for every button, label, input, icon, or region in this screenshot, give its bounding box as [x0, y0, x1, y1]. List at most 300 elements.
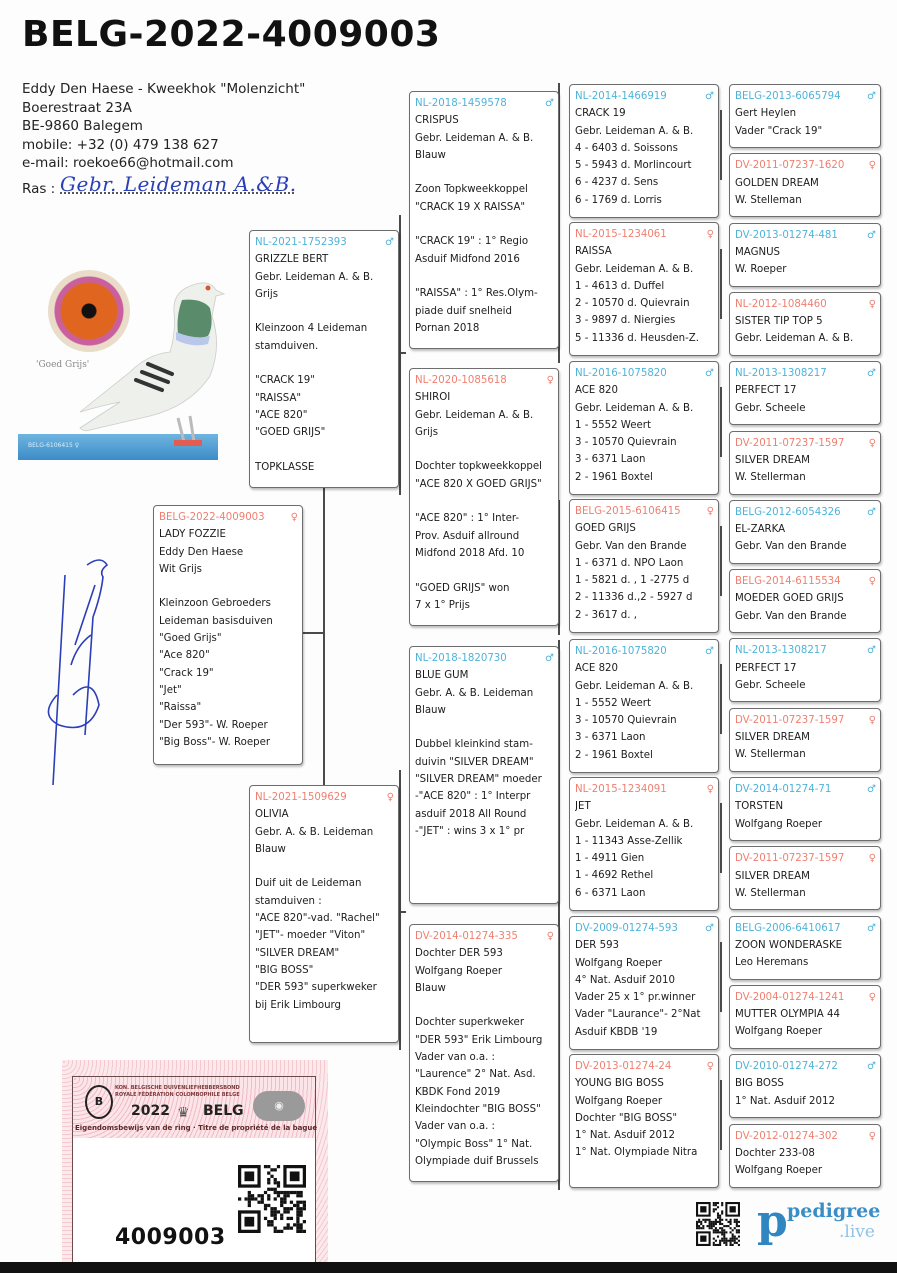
card-line: "Raissa": [159, 702, 202, 714]
ring-number: [575, 503, 714, 520]
pigeon-name: Gert Heylen: [735, 108, 797, 120]
card-line: [415, 493, 554, 510]
card-line: Gebr. Leideman A. & B.: [255, 271, 374, 283]
card-great-grandparent[interactable]: [569, 84, 719, 218]
ring-id: NL-2016-1075820: [575, 368, 667, 379]
card-line: Gebr. Leideman A. & B.: [575, 402, 694, 414]
pigeon-name: MOEDER GOED GRIJS: [735, 593, 844, 605]
card-line: "Jet": [159, 684, 182, 696]
pigeon-name: YOUNG BIG BOSS: [575, 1078, 664, 1090]
card-great-grandparent[interactable]: [569, 639, 719, 773]
pigeon-name: ACE 820: [575, 385, 619, 397]
female-icon: ♀: [706, 784, 714, 795]
card-line: Blauw: [415, 982, 446, 994]
federation-logo-icon: ◉: [253, 1091, 305, 1121]
ring-number: [735, 157, 876, 174]
card-line: 1 - 5821 d. , 1 -2775 d: [575, 575, 690, 587]
card-line: Wolfgang Roeper: [575, 957, 663, 969]
male-icon: ♂: [867, 229, 876, 241]
card-line: "GOED GRIJS" won: [415, 582, 510, 594]
card-line: "BIG BOSS": [255, 964, 314, 976]
card-great-great-grandparent[interactable]: [729, 153, 881, 217]
ring-number: [575, 781, 714, 798]
connector-line: [720, 942, 722, 1012]
card-subject[interactable]: [153, 505, 303, 765]
card-line: Kleinzoon 4 Leideman: [255, 323, 368, 335]
card-line: Wolfgang Roeper: [735, 1026, 823, 1038]
ring-number: [575, 88, 714, 105]
card-line: 1° Nat. Asduif 2012: [575, 1130, 675, 1142]
card-great-grandparent[interactable]: [569, 916, 719, 1050]
pigeon-name: PERFECT 17: [735, 385, 797, 397]
card-great-great-grandparent[interactable]: [729, 361, 881, 425]
federation-name-nl: KON. BELGISCHE DUIVENLIEFHEBBERSBOND: [115, 1085, 240, 1091]
ring-country: BELG: [203, 1103, 244, 1119]
card-line: piade duif snelheid: [415, 305, 512, 317]
card-line: [415, 441, 554, 458]
card-line: "CRACK 19" : 1° Regio: [415, 236, 529, 248]
female-icon: ♀: [706, 1061, 714, 1072]
ring-number: [255, 789, 394, 806]
card-great-great-grandparent[interactable]: [729, 500, 881, 564]
male-icon: ♂: [705, 368, 714, 379]
card-line: "ACE 820 X GOED GRIJS": [415, 478, 542, 490]
card-line: Midfond 2018 Afd. 10: [415, 547, 525, 559]
pigeon-photo: [18, 242, 234, 462]
card-line: 5 - 11336 d. Heusden-Z.: [575, 332, 700, 344]
federation-emblem-icon: B: [85, 1085, 113, 1119]
card-great-great-grandparent[interactable]: [729, 569, 881, 633]
female-icon: ♀: [868, 714, 876, 726]
card-great-great-grandparent[interactable]: [729, 1124, 881, 1188]
pigeon-name: LADY FOZZIE: [159, 529, 226, 541]
page-title: BELG-2022-4009003: [22, 14, 441, 55]
card-line: Pornan 2018: [415, 322, 480, 334]
card-line: 1 - 5552 Weert: [575, 419, 651, 431]
card-line: 1° Nat. Olympiade Nitra: [575, 1147, 698, 1159]
card-line: Gebr. A. & B. Leideman: [415, 687, 534, 699]
card-line: "JET"- moeder "Viton": [255, 930, 366, 942]
ring-number: [159, 509, 298, 526]
card-line: KBDK Fond 2019: [415, 1086, 501, 1098]
pigeon-name: DER 593: [575, 940, 620, 952]
card-line: Zoon Topkweekkoppel: [415, 184, 528, 196]
card-line: TOPKLASSE: [255, 461, 315, 473]
ring-number: [735, 573, 876, 590]
ring-id: DV-2011-07237-1597: [735, 437, 845, 449]
ring-number: [575, 1058, 714, 1075]
card-line: [415, 719, 554, 736]
bottom-bar: [0, 1262, 897, 1273]
pigeon-name: CRACK 19: [575, 108, 626, 120]
female-icon: ♀: [868, 298, 876, 310]
owner-street: Boerestraat 23A: [22, 99, 132, 116]
ring-number: [735, 642, 876, 659]
ring-number: [735, 712, 876, 729]
card-line: 6 - 6371 Laon: [575, 887, 646, 899]
card-line: 7 x 1° Prijs: [415, 599, 470, 611]
connector-line: [399, 770, 401, 1050]
card-line: Kleinzoon Gebroeders: [159, 598, 271, 610]
female-icon: ♀: [868, 991, 876, 1003]
card-line: 1 - 5552 Weert: [575, 697, 651, 709]
card-line: Gebr. Leideman A. & B.: [575, 818, 694, 830]
card-line: Olympiade duif Brussels: [415, 1155, 539, 1167]
card-great-great-grandparent[interactable]: [729, 846, 881, 910]
card-line: 3 - 10570 Quievrain: [575, 437, 677, 449]
ring-id: NL-2014-1466919: [575, 91, 667, 102]
card-line: -"JET" : wins 3 x 1° pr: [415, 825, 525, 837]
card-line: Blauw: [415, 704, 446, 716]
ring-number: [735, 365, 876, 382]
card-line: 2 - 1961 Boxtel: [575, 749, 653, 761]
male-icon: ♂: [867, 922, 876, 934]
connector-line: [323, 487, 325, 787]
ring-id: NL-2012-1084460: [735, 298, 827, 310]
card-line: 2 - 10570 d. Quievrain: [575, 298, 690, 310]
ring-id: NL-2016-1075820: [575, 646, 667, 657]
male-icon: ♂: [867, 506, 876, 518]
female-icon: ♀: [868, 576, 876, 588]
card-line: "DER 593" superkweker: [255, 982, 377, 994]
ring-id: NL-2015-1234061: [575, 229, 667, 240]
ring-id: DV-2013-01274-481: [735, 229, 838, 241]
female-icon: ♀: [386, 792, 394, 803]
male-icon: ♂: [867, 368, 876, 380]
card-line: -"ACE 820" : 1° Interpr: [415, 791, 531, 803]
card-great-grandparent[interactable]: [569, 222, 719, 356]
card-line: Leideman basisduiven: [159, 615, 273, 627]
female-icon: ♀: [868, 437, 876, 449]
card-line: Gebr. Scheele: [735, 402, 806, 414]
card-line: Vader 25 x 1° pr.winner: [575, 992, 696, 1004]
pigeon-name: MUTTER OLYMPIA 44: [735, 1009, 840, 1021]
card-line: Gebr. Leideman A. & B.: [415, 409, 534, 421]
card-line: 3 - 9897 d. Niergies: [575, 315, 676, 327]
ring-id: NL-2021-1509629: [255, 792, 347, 803]
connector-line: [720, 249, 722, 319]
male-icon: ♂: [545, 98, 554, 109]
ring-id: DV-2012-01274-302: [735, 1130, 838, 1142]
owner-mobile: mobile: +32 (0) 479 138 627: [22, 136, 219, 153]
card-great-grandparent[interactable]: [569, 777, 719, 911]
card-line: [159, 578, 298, 595]
card-line: Gebr. Leideman A. & B.: [575, 680, 694, 692]
ring-number: [735, 88, 876, 105]
card-great-great-grandparent[interactable]: [729, 431, 881, 495]
female-icon: ♀: [706, 506, 714, 517]
connector-line: [720, 664, 722, 734]
ring-number: [415, 372, 554, 389]
card-line: Gebr. Scheele: [735, 679, 806, 691]
card-line: [415, 997, 554, 1014]
card-line: Grijs: [255, 288, 279, 300]
card-line: W. Stellerman: [735, 887, 806, 899]
card-line: "DER 593" Erik Limbourg: [415, 1034, 543, 1046]
card-line: W. Stellerman: [735, 749, 806, 761]
ring-card-inner: [72, 1076, 316, 1264]
ring-id: NL-2018-1459578: [415, 98, 507, 109]
qr-code-icon[interactable]: [238, 1165, 306, 1233]
card-line: Grijs: [415, 426, 439, 438]
card-line: 1 - 4911 Gien: [575, 853, 645, 865]
card-line: Wolfgang Roeper: [735, 818, 823, 830]
female-icon: ♀: [546, 931, 554, 942]
ring-card-header: [73, 1077, 318, 1138]
pigeon-name: GOLDEN DREAM: [735, 177, 819, 189]
card-line: 4° Nat. Asduif 2010: [575, 974, 675, 986]
eye-label: 'Goed Grijs': [36, 360, 90, 370]
card-line: 3 - 10570 Quievrain: [575, 715, 677, 727]
ring-id: DV-2011-07237-1597: [735, 714, 845, 726]
card-great-great-grandparent[interactable]: [729, 916, 881, 980]
card-line: Asduif KBDB '19: [575, 1026, 658, 1038]
pigeon-name: ZOON WONDERASKE: [735, 939, 843, 951]
card-line: Eddy Den Haese: [159, 546, 244, 558]
ring-id: DV-2013-01274-24: [575, 1061, 672, 1072]
pigeon-name: TORSTEN: [735, 801, 784, 813]
ring-number: [735, 920, 876, 937]
signature-icon: [35, 545, 115, 790]
card-line: Gebr. Van den Brande: [735, 541, 847, 553]
card-line: Wolfgang Roeper: [415, 965, 503, 977]
ring-id: BELG-2014-6115534: [735, 576, 841, 588]
pigeon-name: SILVER DREAM: [735, 870, 810, 882]
pigeon-name: SILVER DREAM: [735, 731, 810, 743]
ring-id: BELG-2013-6065794: [735, 91, 841, 102]
card-line: "CRACK 19": [255, 375, 315, 387]
card-line: Gebr. Leideman A. & B.: [575, 125, 694, 137]
ring-id: DV-2011-07237-1620: [735, 160, 845, 172]
ring-ownership-card: [62, 1060, 328, 1262]
female-icon: ♀: [546, 375, 554, 386]
card-great-great-grandparent[interactable]: [729, 223, 881, 287]
female-icon: ♀: [706, 229, 714, 240]
owner-info: [22, 80, 305, 173]
ring-number: [735, 1058, 876, 1075]
pigeon-name: EL-ZARKA: [735, 524, 786, 536]
card-line: W. Roeper: [735, 264, 787, 276]
ring-year: 2022: [131, 1103, 170, 1119]
card-great-grandparent[interactable]: [569, 499, 719, 633]
male-icon: ♂: [705, 91, 714, 102]
card-line: [415, 216, 554, 233]
female-icon: ♀: [290, 512, 298, 523]
connector-line: [302, 632, 324, 634]
card-grandparent[interactable]: [409, 368, 559, 626]
card-line: Dochter superkweker: [415, 1017, 525, 1029]
card-line: 2 - 1961 Boxtel: [575, 471, 653, 483]
federation-name-fr: ROYALE FÉDÉRATION COLOMBOPHILE BELGE: [115, 1092, 240, 1098]
card-line: "Der 593"- W. Roeper: [159, 719, 268, 731]
ring-id: BELG-2022-4009003: [159, 512, 265, 523]
ring-card-subtitle: Eigendomsbewijs van de ring · Titre de propriété de la bague: [75, 1124, 318, 1132]
ring-number: [255, 234, 394, 251]
pigeon-silhouette-icon: [78, 272, 228, 452]
ring-number: [575, 226, 714, 243]
card-mother[interactable]: [249, 785, 399, 1043]
ring-number: [735, 504, 876, 521]
pigeon-name: GRIZZLE BERT: [255, 254, 329, 266]
pigeon-name: OLIVIA: [255, 809, 289, 821]
card-line: Vader "Crack 19": [735, 125, 823, 137]
ring-id: DV-2004-01274-1241: [735, 991, 845, 1003]
connector-line: [720, 526, 722, 596]
card-line: [255, 858, 394, 875]
card-line: Wolfgang Roeper: [575, 1095, 663, 1107]
ring-number: [735, 227, 876, 244]
card-line: "SILVER DREAM" moeder: [415, 774, 542, 786]
card-line: Blauw: [415, 149, 446, 161]
card-father[interactable]: [249, 230, 399, 488]
pigeon-name: GOED GRIJS: [575, 523, 636, 535]
card-line: Dochter "BIG BOSS": [575, 1112, 678, 1124]
card-line: Dochter topkweekkoppel: [415, 461, 542, 473]
ring-id: NL-2020-1085618: [415, 375, 507, 386]
card-great-great-grandparent[interactable]: [729, 84, 881, 148]
ring-id: BELG-2015-6106415: [575, 506, 681, 517]
card-line: W. Stellerman: [735, 472, 806, 484]
card-line: Gebr. Leideman A. & B.: [415, 132, 534, 144]
ring-number: [415, 95, 554, 112]
card-line: "SILVER DREAM": [255, 947, 340, 959]
card-grandparent[interactable]: [409, 91, 559, 349]
pigeon-name: BLUE GUM: [415, 670, 469, 682]
owner-email[interactable]: e-mail: roekoe66@hotmail.com: [22, 155, 234, 171]
ring-number: [575, 920, 714, 937]
card-great-great-grandparent[interactable]: [729, 292, 881, 356]
ras-handwritten-value: Gebr. Leideman A.&B.: [60, 172, 297, 196]
connector-line: [720, 387, 722, 457]
card-line: "CRACK 19 X RAISSA": [415, 201, 526, 213]
male-icon: ♂: [867, 1061, 876, 1073]
card-line: "GOED GRIJS": [255, 427, 326, 439]
brand-tld: .live: [839, 1222, 875, 1242]
male-icon: ♂: [545, 653, 554, 664]
card-line: W. Stelleman: [735, 194, 802, 206]
card-great-grandparent[interactable]: [569, 1054, 719, 1188]
qr-code-small-icon[interactable]: [696, 1202, 740, 1246]
card-line: Blauw: [255, 843, 286, 855]
card-line: "Crack 19": [159, 667, 214, 679]
card-line: Kleindochter "BIG BOSS": [415, 1103, 541, 1115]
ring-number: [735, 296, 876, 313]
ring-id: DV-2010-01274-272: [735, 1061, 838, 1073]
male-icon: ♂: [705, 646, 714, 657]
card-great-great-grandparent[interactable]: [729, 708, 881, 772]
card-line: "ACE 820": [255, 409, 308, 421]
card-line: Wolfgang Roeper: [735, 1165, 823, 1177]
pigeon-name: Dochter DER 593: [415, 948, 503, 960]
card-line: "RAISSA" : 1° Res.Olym-: [415, 288, 538, 300]
female-icon: ♀: [868, 160, 876, 172]
card-line: Gebr. Van den Brande: [575, 540, 687, 552]
card-line: 1 - 4613 d. Duffel: [575, 280, 665, 292]
card-line: Vader "Laurance"- 2°Nat: [575, 1009, 701, 1021]
card-line: Vader van o.a. :: [415, 1121, 495, 1133]
ring-id: DV-2011-07237-1597: [735, 853, 845, 865]
card-great-great-grandparent[interactable]: [729, 1054, 881, 1118]
card-line: 2 - 11336 d.,2 - 5927 d: [575, 592, 693, 604]
card-line: duivin "SILVER DREAM": [415, 756, 534, 768]
photo-ring-label: BELG-6106415 ♀: [28, 442, 80, 449]
card-great-great-grandparent[interactable]: [729, 777, 881, 841]
card-grandparent[interactable]: [409, 646, 559, 904]
card-line: 6 - 1769 d. Lorris: [575, 194, 662, 206]
card-line: Leo Heremans: [735, 957, 809, 969]
card-line: Asduif Midfond 2016: [415, 253, 520, 265]
card-line: Gebr. Leideman A. & B.: [575, 263, 694, 275]
ring-number: [415, 650, 554, 667]
ring-id: NL-2018-1820730: [415, 653, 507, 664]
ring-id: NL-2013-1308217: [735, 645, 827, 657]
pigeon-name: SISTER TIP TOP 5: [735, 316, 823, 328]
card-line: Vader van o.a. :: [415, 1052, 495, 1064]
pigeon-name: SHIROI: [415, 392, 451, 404]
female-icon: ♀: [868, 853, 876, 865]
ring-number: [575, 643, 714, 660]
card-great-great-grandparent[interactable]: [729, 638, 881, 702]
owner-city: BE-9860 Balegem: [22, 118, 143, 134]
card-line: Prov. Asduif allround: [415, 530, 520, 542]
card-line: stamduiven :: [255, 895, 322, 907]
pigeon-name: CRISPUS: [415, 115, 459, 127]
crown-icon: ♛: [177, 1105, 190, 1121]
connector-line: [399, 215, 401, 495]
connector-line: [720, 110, 722, 180]
card-great-grandparent[interactable]: [569, 361, 719, 495]
card-line: 3 - 6371 Laon: [575, 454, 646, 466]
card-line: "Ace 820": [159, 650, 210, 662]
brand-word: pedigree: [787, 1200, 881, 1222]
brand-logo-letter: p: [757, 1196, 788, 1247]
card-line: 4 - 6403 d. Soissons: [575, 142, 678, 154]
pedigree-live-logo[interactable]: [757, 1196, 887, 1250]
ring-number: [735, 850, 876, 867]
pigeon-name: JET: [575, 801, 591, 813]
card-line: "ACE 820"-vad. "Rachel": [255, 913, 380, 925]
ring-id: DV-2014-01274-71: [735, 784, 832, 795]
connector-line: [720, 803, 722, 873]
ring-number: [415, 928, 554, 945]
pigeon-name: MAGNUS: [735, 246, 781, 258]
pigeon-name: SILVER DREAM: [735, 454, 810, 466]
ring-id: NL-2013-1308217: [735, 368, 827, 380]
card-line: Gebr. A. & B. Leideman: [255, 826, 374, 838]
card-great-great-grandparent[interactable]: [729, 985, 881, 1049]
card-line: 3 - 6371 Laon: [575, 732, 646, 744]
owner-name: Eddy Den Haese - Kweekhok "Molenzicht": [22, 81, 306, 97]
card-line: [415, 268, 554, 285]
card-line: 1 - 4692 Rethel: [575, 870, 654, 882]
male-icon: ♂: [867, 645, 876, 657]
card-line: Dubbel kleinkind stam-: [415, 739, 533, 751]
pigeon-name: BIG BOSS: [735, 1078, 784, 1090]
card-line: [255, 355, 394, 372]
card-line: 1 - 11343 Asse-Zellik: [575, 835, 683, 847]
card-line: 1° Nat. Asduif 2012: [735, 1095, 835, 1107]
card-line: 2 - 3617 d. ,: [575, 609, 637, 621]
card-line: "RAISSA": [255, 392, 302, 404]
card-grandparent[interactable]: [409, 924, 559, 1182]
pigeon-name: RAISSA: [575, 246, 612, 258]
ring-id: DV-2009-01274-593: [575, 923, 678, 934]
card-line: "Laurence" 2° Nat. Asd.: [415, 1069, 536, 1081]
pigeon-name: ACE 820: [575, 663, 619, 675]
connector-line: [720, 1080, 722, 1150]
female-icon: ♀: [868, 1130, 876, 1142]
card-line: "ACE 820" : 1° Inter-: [415, 513, 520, 525]
